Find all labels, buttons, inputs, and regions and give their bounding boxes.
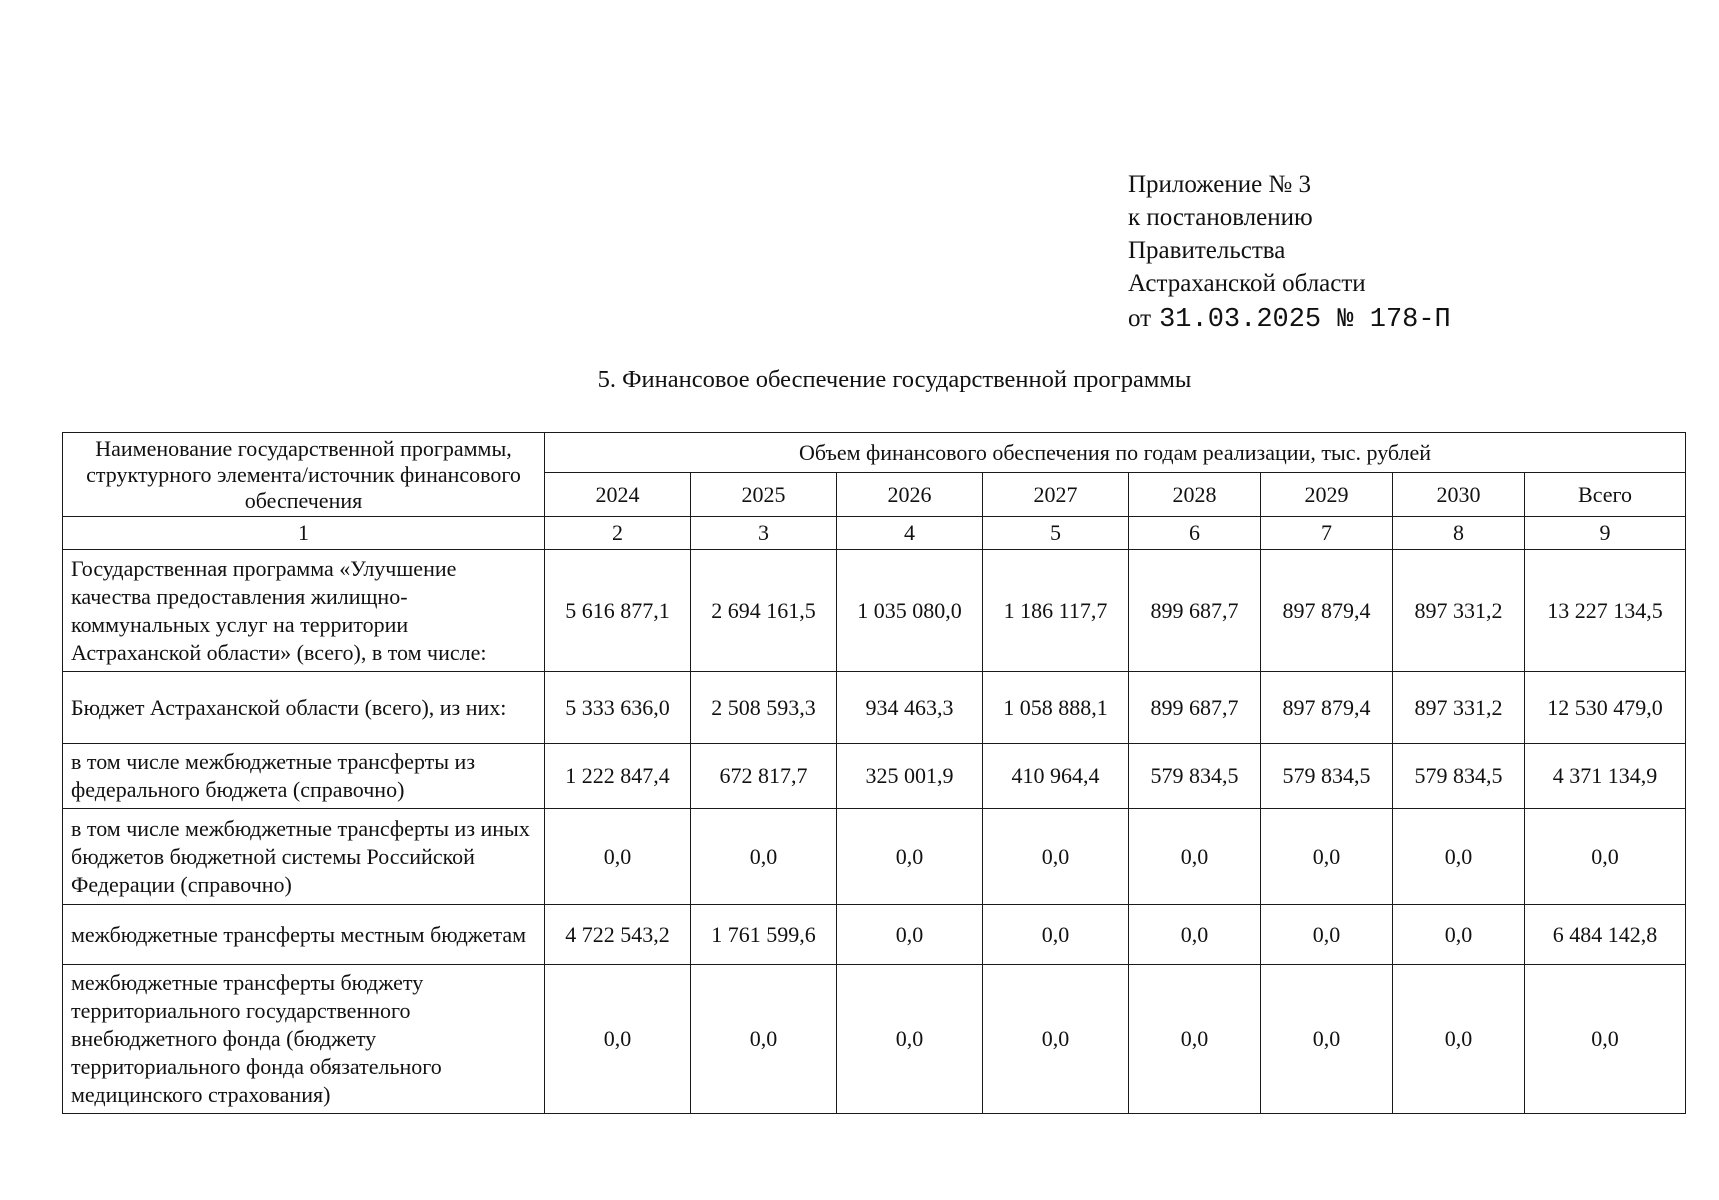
appendix-date-prefix: от: [1128, 305, 1152, 332]
row-name: Государственная программа «Улучшение качества предоставления жилищно-коммунальных услуг на территории Астраханской области» (всего), в том числе:: [63, 550, 545, 672]
row-value: 0,0: [1393, 809, 1525, 905]
row-value: 0,0: [837, 809, 983, 905]
row-value: 2 508 593,3: [691, 672, 837, 744]
column-index: 8: [1393, 517, 1525, 550]
row-value: 579 834,5: [1261, 744, 1393, 809]
header-year: 2026: [837, 473, 983, 517]
header-year: 2027: [983, 473, 1129, 517]
appendix-line-3: Правительства: [1128, 237, 1286, 264]
row-value: 0,0: [545, 809, 691, 905]
appendix-date-value: 31.03.2025 № 178-П: [1159, 305, 1451, 335]
table-row: [63, 744, 1686, 809]
row-value: 410 964,4: [983, 744, 1129, 809]
row-value: 579 834,5: [1129, 744, 1261, 809]
header-year: 2029: [1261, 473, 1393, 517]
row-value: 0,0: [1393, 905, 1525, 965]
row-name: Бюджет Астраханской области (всего), из них:: [63, 672, 545, 744]
header-year: 2028: [1129, 473, 1261, 517]
row-value: 0,0: [1261, 809, 1393, 905]
column-index: 6: [1129, 517, 1261, 550]
column-index: 3: [691, 517, 837, 550]
row-value: 899 687,7: [1129, 672, 1261, 744]
header-volume-cell: Объем финансового обеспечения по годам реализации, тыс. рублей: [545, 433, 1686, 473]
header-year: 2024: [545, 473, 691, 517]
row-value: 0,0: [837, 905, 983, 965]
table-row: [63, 550, 1686, 672]
row-value: 5 333 636,0: [545, 672, 691, 744]
row-value: 0,0: [837, 965, 983, 1114]
row-total: 0,0: [1525, 809, 1686, 905]
row-value: 899 687,7: [1129, 550, 1261, 672]
header-year: 2025: [691, 473, 837, 517]
appendix-line-1: Приложение № 3: [1128, 171, 1312, 198]
row-value: 897 331,2: [1393, 672, 1525, 744]
row-name: в том числе межбюджетные трансферты из федерального бюджета (справочно): [63, 744, 545, 809]
row-value: 1 035 080,0: [837, 550, 983, 672]
row-value: 897 331,2: [1393, 550, 1525, 672]
appendix-block: [1128, 168, 1451, 337]
row-total: 12 530 479,0: [1525, 672, 1686, 744]
row-name: межбюджетные трансферты бюджету территориального государственного внебюджетного фонда (бюджету территориального фонда обязательного медицинского страхования): [63, 965, 545, 1114]
row-value: 897 879,4: [1261, 550, 1393, 672]
row-value: 1 058 888,1: [983, 672, 1129, 744]
row-value: 0,0: [983, 809, 1129, 905]
row-value: 1 761 599,6: [691, 905, 837, 965]
table-row: [63, 905, 1686, 965]
row-value: 5 616 877,1: [545, 550, 691, 672]
column-index: 9: [1525, 517, 1686, 550]
row-total: 0,0: [1525, 965, 1686, 1114]
header-total: Всего: [1525, 473, 1686, 517]
row-value: 0,0: [1261, 965, 1393, 1114]
row-value: 0,0: [691, 965, 837, 1114]
row-value: 4 722 543,2: [545, 905, 691, 965]
column-index: 2: [545, 517, 691, 550]
table-row: [63, 672, 1686, 744]
column-index: 4: [837, 517, 983, 550]
row-value: 0,0: [1393, 965, 1525, 1114]
row-value: 672 817,7: [691, 744, 837, 809]
row-value: 325 001,9: [837, 744, 983, 809]
row-value: 0,0: [1129, 965, 1261, 1114]
column-index: 1: [63, 517, 545, 550]
column-index: 5: [983, 517, 1129, 550]
appendix-line-4: Астраханской области: [1128, 270, 1366, 297]
row-total: 4 371 134,9: [1525, 744, 1686, 809]
row-value: 934 463,3: [837, 672, 983, 744]
column-index: 7: [1261, 517, 1393, 550]
row-total: 13 227 134,5: [1525, 550, 1686, 672]
row-value: 0,0: [1129, 905, 1261, 965]
row-value: 0,0: [1261, 905, 1393, 965]
appendix-date-line: [1128, 302, 1451, 337]
column-index-row: [63, 517, 1686, 550]
appendix-line-2: к постановлению: [1128, 204, 1313, 231]
row-value: 579 834,5: [1393, 744, 1525, 809]
row-value: 0,0: [691, 809, 837, 905]
row-value: 0,0: [983, 905, 1129, 965]
row-value: 1 222 847,4: [545, 744, 691, 809]
row-value: 0,0: [1129, 809, 1261, 905]
row-value: 897 879,4: [1261, 672, 1393, 744]
row-value: 2 694 161,5: [691, 550, 837, 672]
row-value: 0,0: [545, 965, 691, 1114]
row-name: межбюджетные трансферты местным бюджетам: [63, 905, 545, 965]
row-value: 1 186 117,7: [983, 550, 1129, 672]
financing-table: [62, 432, 1686, 1114]
table-row: [63, 809, 1686, 905]
row-name: в том числе межбюджетные трансферты из иных бюджетов бюджетной системы Российской Федерации (справочно): [63, 809, 545, 905]
header-year: 2030: [1393, 473, 1525, 517]
section-title: 5. Финансовое обеспечение государственной программы: [597, 366, 1192, 393]
header-name-cell: Наименование государственной программы, структурного элемента/источник финансового обеспечения: [63, 433, 545, 517]
row-total: 6 484 142,8: [1525, 905, 1686, 965]
row-value: 0,0: [983, 965, 1129, 1114]
table-row: [63, 965, 1686, 1114]
